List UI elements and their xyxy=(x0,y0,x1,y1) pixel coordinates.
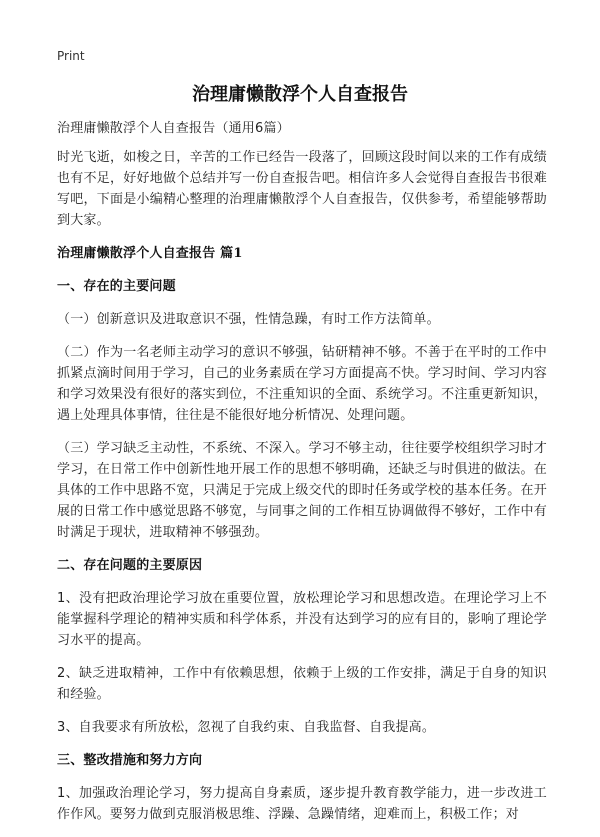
section-heading-2: 二、存在问题的主要原因 xyxy=(57,558,203,573)
section-heading-3: 三、整改措施和努力方向 xyxy=(57,753,203,768)
section-2-paragraph-3: 3、自我要求有所放松，忽视了自我约束、自我监督、自我提高。 xyxy=(57,720,436,735)
section-1-paragraph-1: （一）创新意识及进取意识不强，性情急躁，有时工作方法简单。 xyxy=(57,312,440,327)
section-2-paragraph-1: 1、没有把政治理论学习放在重要位置，放松理论学习和思想改造。在理论学习上不能掌握科学理论的精神实质和科学体系，并没有达到学习的应有目的，影响了理论学习水平的提高。 xyxy=(57,591,547,648)
page-title: 治理庸懒散浮个人自查报告 xyxy=(192,84,408,105)
intro-paragraph: 时光飞逝，如梭之日，辛苦的工作已经告一段落了，回顾这段时间以来的工作有成绩也有不足，好好地做个总结并写一份自查报告吧。相信许多人会觉得自查报告书很难写吧，下面是小编精心整理的治理庸懒散浮个人自查报告，仅供参考，希望能够帮助到大家。 xyxy=(57,150,547,228)
article-heading: 治理庸懒散浮个人自查报告 篇1 xyxy=(57,246,243,261)
section-3-paragraph-1: 1、加强政治理论学习，努力提高自身素质，逐步提升教育教学能力，进一步改进工作作风。要努力做到克服消极思维、浮躁、急躁情绪，迎难而上，积极工作；对 xyxy=(57,786,547,822)
document-subtitle: 治理庸懒散浮个人自查报告（通用6篇） xyxy=(57,121,290,136)
section-heading-1: 一、存在的主要问题 xyxy=(57,279,176,294)
section-1-paragraph-3: （三）学习缺乏主动性，不系统、不深入。学习不够主动，往往要学校组织学习时才学习，在日常工作中创新性地开展工作的思想不够明确，还缺乏与时俱进的做法。在具体的工作中思路不宽，只满足于完成上级交代的即时任务或学校的基本任务。在开展的日常工作中感觉思路不够宽，与同事之间的工作相互协调做得不够好，工作中有时满足于现状，进取精神不够强劲。 xyxy=(57,441,547,540)
document-body xyxy=(57,118,547,837)
section-1-paragraph-2: （二）作为一名老师主动学习的意识不够强，钻研精神不够。不善于在平时的工作中抓紧点滴时间用于学习，自己的业务素质在学习方面提高不快。学习时间、学习内容和学习效果没有很好的落实到位，不注重知识的全面、系统学习。不注重更新知识，遇上处理具体事情，往往是不能很好地分析情况、处理问题。 xyxy=(57,345,547,423)
section-2-paragraph-2: 2、缺乏进取精神，工作中有依赖思想，依赖于上级的工作安排，满足于自身的知识和经验。 xyxy=(57,666,547,702)
print-link[interactable]: Print xyxy=(57,49,85,63)
